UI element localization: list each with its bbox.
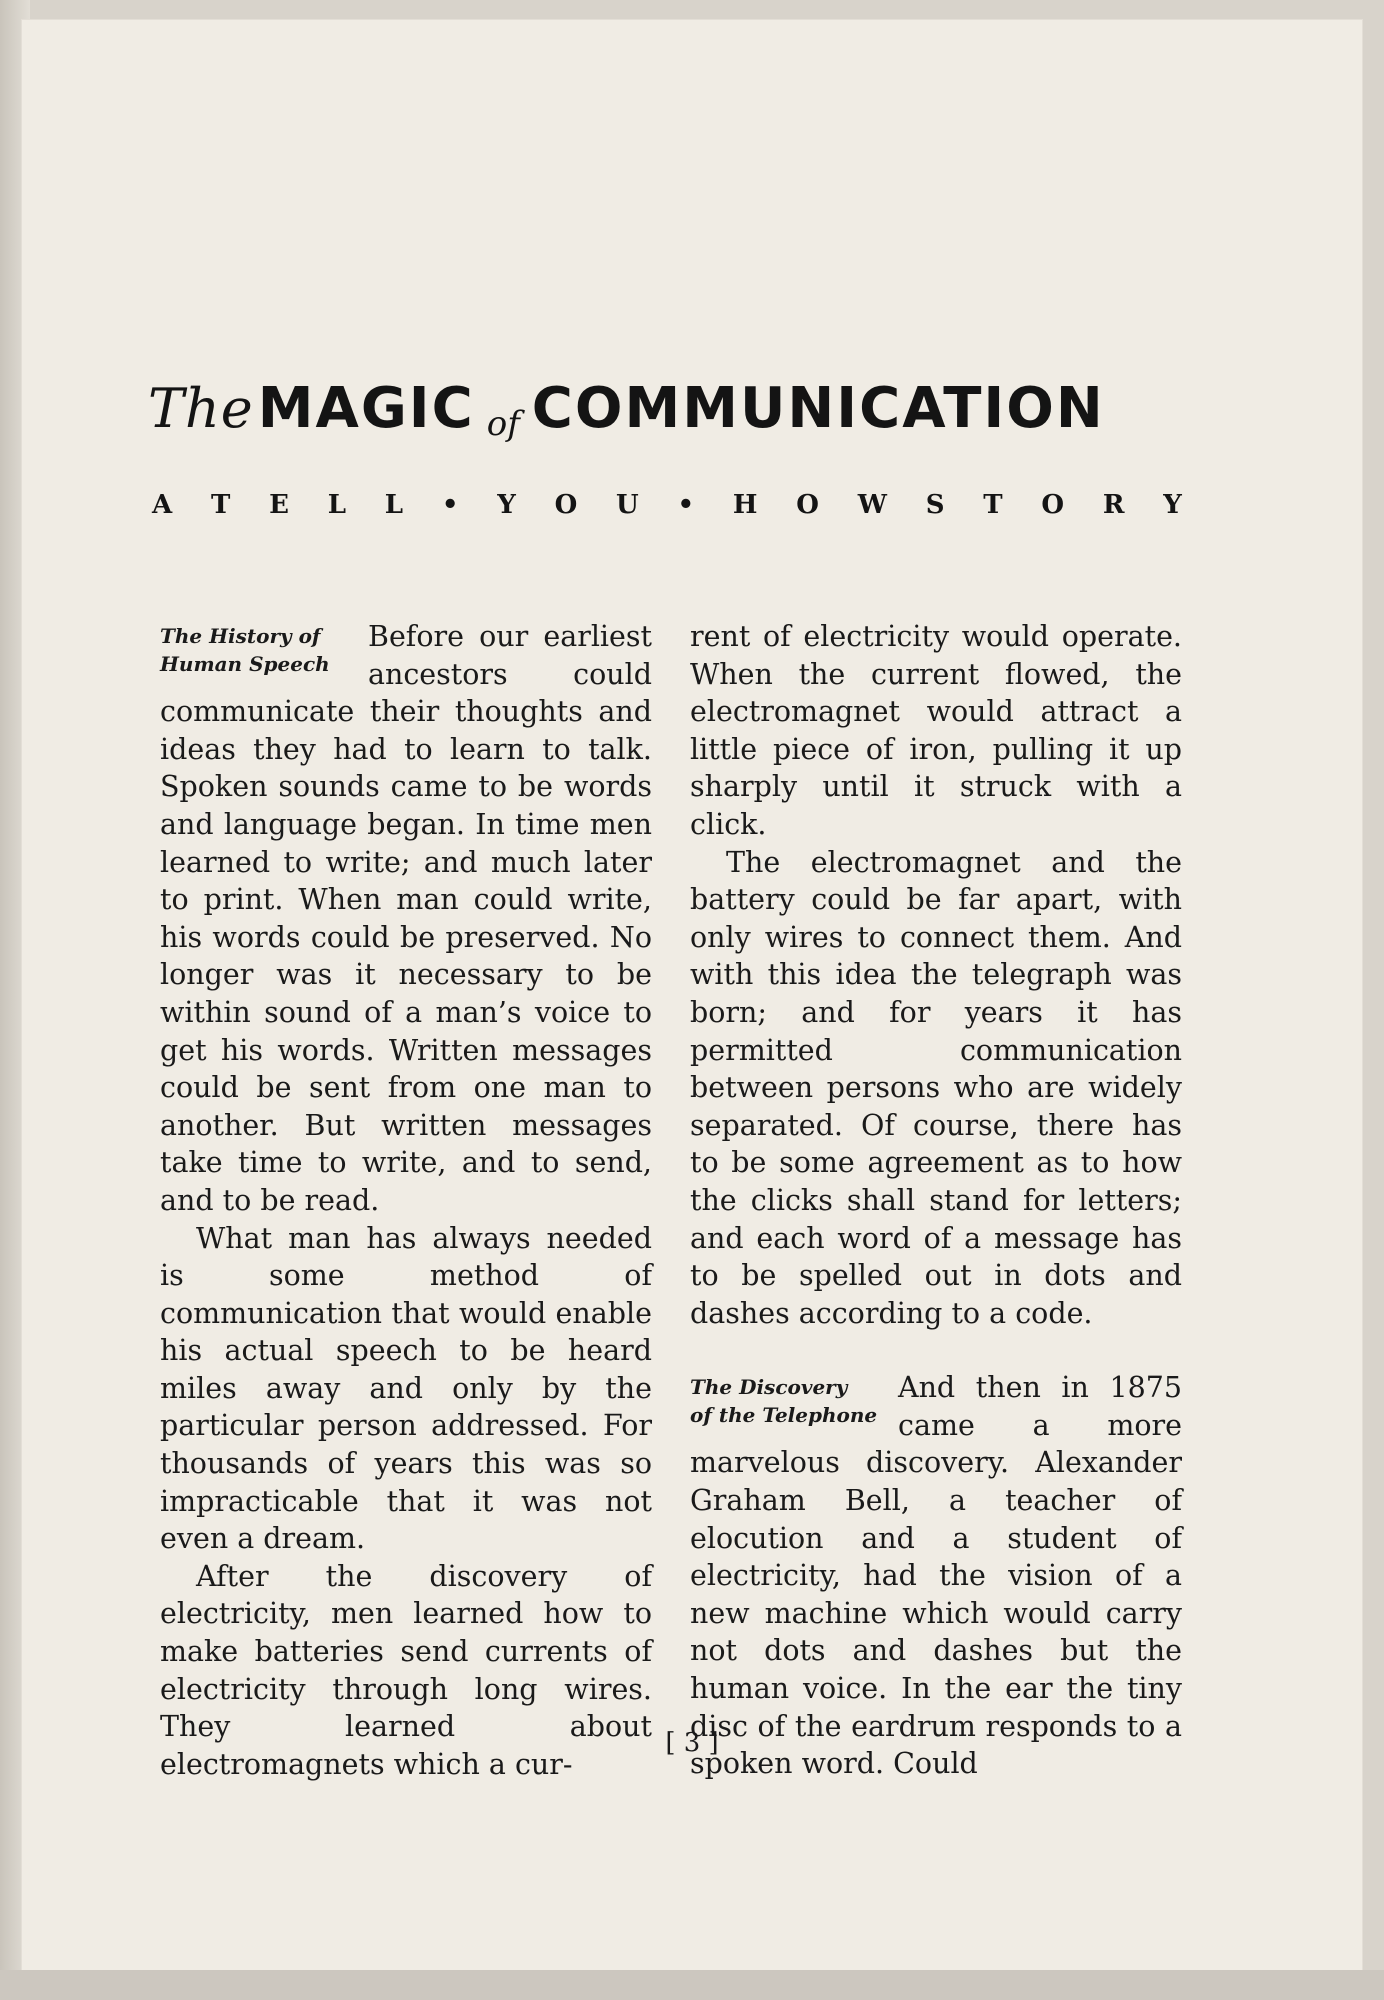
- title-of: of: [486, 404, 520, 444]
- subtitle-letter: R: [1102, 490, 1125, 520]
- page-title: [148, 376, 1188, 476]
- subtitle-letter: H: [732, 490, 758, 520]
- paragraph-communication-need: What man has always needed is some method of communication that would enable his actual speech to be heard miles away and only by the particular person addressed. For thousands of years this was so impracticable that it was not even a dream.: [160, 1221, 652, 1556]
- side-heading-line: The History of: [160, 624, 321, 648]
- right-column: [690, 618, 1182, 1783]
- title-the: The: [148, 377, 254, 440]
- paragraph-telephone: And then in 1875 came a more marvelous discovery. Alexander Graham Bell, a teacher of elocution and a student of electricity, had the vision of a new machine which would carry not dots and dashes but the human voice. In the ear the tiny disc of the eardrum responds to a spoken word. Could: [690, 1371, 1182, 1781]
- title-magic: MAGIC: [257, 376, 475, 441]
- side-heading-history: [160, 622, 356, 678]
- subtitle-letter: O: [1041, 490, 1065, 520]
- subtitle-letter: W: [857, 490, 887, 520]
- scan-background-strip: [0, 1970, 1384, 2000]
- subtitle-separator: •: [677, 490, 695, 520]
- side-heading-line: The Discovery: [690, 1375, 848, 1400]
- subtitle-separator: •: [441, 490, 459, 520]
- subtitle-letter: E: [269, 490, 289, 520]
- subtitle-letter: S: [925, 490, 945, 520]
- subtitle-letter: T: [210, 490, 231, 520]
- subtitle-letter: O: [796, 490, 819, 520]
- subtitle-letter: L: [327, 490, 346, 520]
- paragraph-speech-history: Before our earliest ancestors could communicate their thoughts and ideas they had to learn to talk. Spoken sounds came to be words and language began. In time men learned to write; and much later to print. When man could write, his words could be preserved. No longer was it necessary to be within sound of a man’s voice to get his words. Written messages could be sent from one man to another. But written messages take time to write, and to send, and to be read.: [160, 620, 652, 1217]
- subtitle-letter: U: [616, 490, 639, 520]
- paragraph-electromagnet: rent of electricity would operate. When the current flowed, the electromagnet would attract a little piece of iron, pulling it up sharply until it struck with a click.: [690, 620, 1182, 841]
- subtitle: [152, 490, 1182, 520]
- left-column: [160, 618, 652, 1783]
- paragraph-telegraph: The electromagnet and the battery could be far apart, with only wires to connect them. And with this idea the telegraph was born; and for years it has permitted communication between persons who are widely separated. Of course, there has to be some agreement as to how the clicks shall stand for letters; and each word of a message has to be spelled out in dots and dashes according to a code.: [690, 845, 1182, 1330]
- side-heading-telephone: [690, 1373, 886, 1429]
- title-communication: COMMUNICATION: [531, 376, 1105, 441]
- section-spacer: [690, 1332, 1182, 1369]
- side-heading-line: of the Telephone: [690, 1403, 878, 1428]
- subtitle-letter: A: [152, 490, 173, 520]
- subtitle-letter: T: [983, 490, 1003, 520]
- side-heading-line: Human Speech: [160, 652, 330, 676]
- subtitle-letter: Y: [1163, 490, 1182, 520]
- subtitle-letter: L: [384, 490, 404, 520]
- page-number: [ 3 ]: [665, 1728, 719, 1758]
- subtitle-letter: Y: [497, 490, 516, 520]
- subtitle-letter: O: [554, 490, 578, 520]
- paragraph-electricity: After the discovery of electricity, men learned how to make batteries send currents of electricity through long wires. They learned about electromagnets which a cur-: [160, 1559, 652, 1781]
